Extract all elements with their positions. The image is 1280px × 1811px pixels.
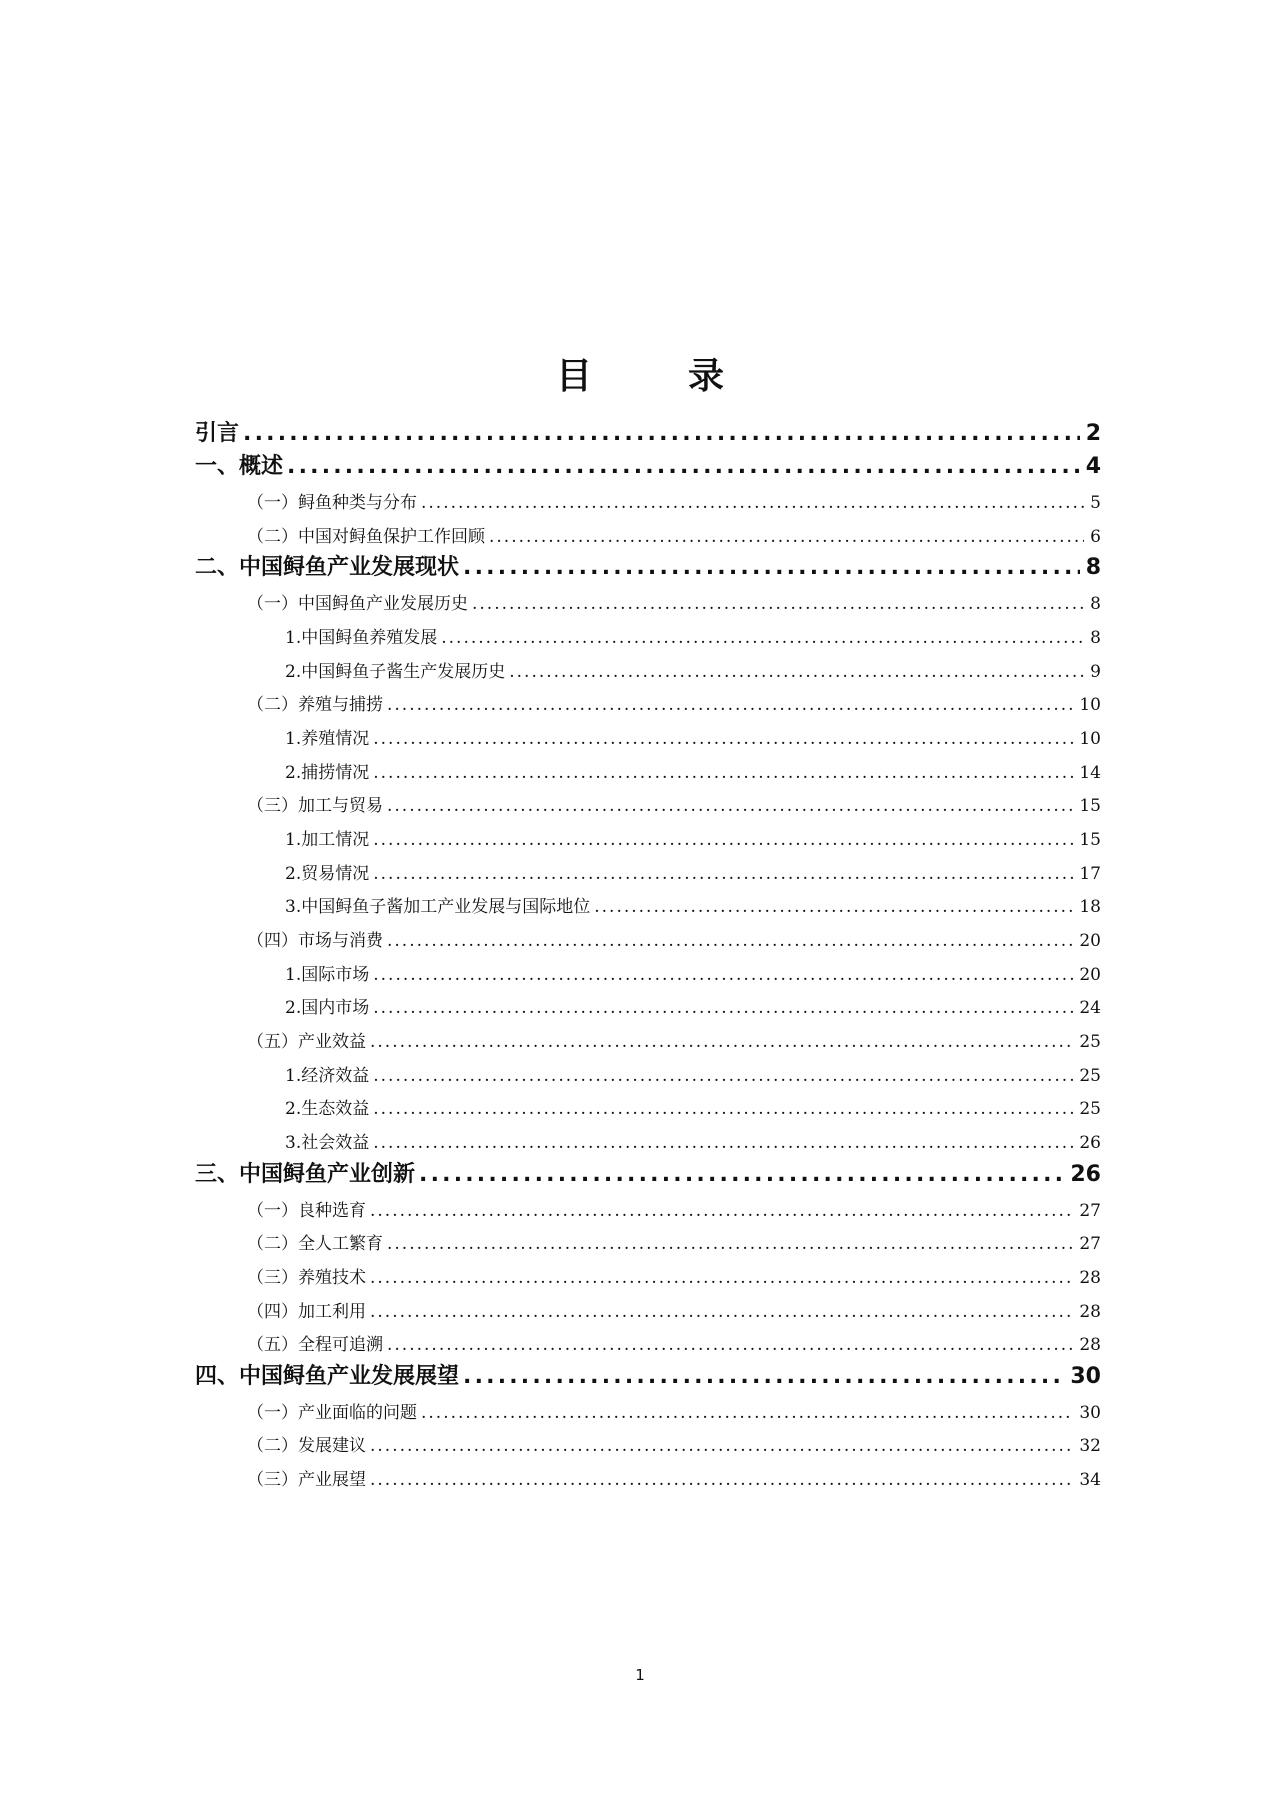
toc-entry-label: 1.经济效益 bbox=[285, 1065, 370, 1086]
toc-entry-page-number: 30 bbox=[1079, 1402, 1101, 1423]
toc-entry-label: 1.加工情况 bbox=[285, 829, 370, 850]
toc-entry-page-number: 30 bbox=[1070, 1363, 1101, 1389]
toc-dot-leader bbox=[373, 827, 1073, 853]
toc-entry-page-number: 15 bbox=[1079, 829, 1101, 850]
toc-entry-page-number: 25 bbox=[1079, 1065, 1101, 1086]
toc-entry[interactable] bbox=[195, 482, 1101, 516]
toc-entry-page-number: 15 bbox=[1079, 796, 1101, 817]
toc-entry-label: （五）全程可追溯 bbox=[247, 1335, 383, 1356]
toc-entry[interactable] bbox=[195, 1459, 1101, 1493]
toc-entry[interactable] bbox=[195, 415, 1101, 449]
toc-entry-page-number: 8 bbox=[1090, 594, 1101, 615]
toc-entry-label: 四、中国鲟鱼产业发展展望 bbox=[195, 1363, 460, 1389]
toc-dot-leader bbox=[421, 1400, 1073, 1426]
toc-entry[interactable] bbox=[195, 718, 1101, 752]
toc-entry[interactable] bbox=[195, 786, 1101, 820]
toc-entry-page-number: 18 bbox=[1079, 897, 1101, 918]
toc-entry-page-number: 8 bbox=[1085, 555, 1101, 581]
toc-dot-leader bbox=[370, 1433, 1073, 1459]
toc-entry[interactable] bbox=[195, 1190, 1101, 1224]
toc-dot-leader bbox=[373, 962, 1073, 988]
toc-entry-page-number: 5 bbox=[1090, 493, 1101, 514]
toc-entry-label: （三）产业展望 bbox=[247, 1470, 366, 1490]
toc-dot-leader bbox=[373, 1096, 1073, 1122]
toc-entry-label: （一）鲟鱼种类与分布 bbox=[247, 493, 417, 514]
toc-entry[interactable] bbox=[195, 1122, 1101, 1156]
toc-entry-page-number: 6 bbox=[1090, 526, 1101, 547]
toc-entry-page-number: 24 bbox=[1079, 998, 1101, 1019]
toc-entry-label: 引言 bbox=[195, 420, 240, 446]
toc-entry-label: 1.国际市场 bbox=[285, 964, 370, 985]
toc-entry-page-number: 28 bbox=[1079, 1335, 1101, 1356]
toc-dot-leader bbox=[419, 1160, 1064, 1190]
toc-dot-leader bbox=[509, 659, 1084, 685]
toc-entry-label: 3.中国鲟鱼子酱加工产业发展与国际地位 bbox=[285, 897, 591, 918]
toc-dot-leader bbox=[370, 1265, 1073, 1291]
toc-dot-leader bbox=[387, 793, 1073, 819]
toc-entry[interactable] bbox=[195, 516, 1101, 550]
toc-entry[interactable] bbox=[195, 685, 1101, 719]
toc-entry-page-number: 28 bbox=[1079, 1301, 1101, 1322]
toc-entry-label: （四）加工利用 bbox=[247, 1301, 366, 1322]
toc-entry[interactable] bbox=[195, 1257, 1101, 1291]
toc-dot-leader bbox=[373, 1130, 1073, 1156]
toc-dot-leader bbox=[373, 1063, 1073, 1089]
toc-dot-leader bbox=[472, 591, 1084, 617]
toc-entry-page-number: 4 bbox=[1085, 454, 1101, 480]
toc-entry-page-number: 10 bbox=[1079, 695, 1101, 716]
toc-dot-leader bbox=[489, 524, 1084, 550]
toc-entry-page-number: 20 bbox=[1079, 964, 1101, 985]
toc-entry-label: （一）良种选育 bbox=[247, 1200, 366, 1221]
toc-entry[interactable] bbox=[195, 853, 1101, 887]
toc-entry-page-number: 28 bbox=[1079, 1267, 1101, 1288]
toc-dot-leader bbox=[370, 1198, 1073, 1224]
toc-entry-page-number: 20 bbox=[1079, 931, 1101, 951]
toc-dot-leader bbox=[287, 452, 1080, 482]
toc-entry-page-number: 14 bbox=[1079, 762, 1101, 783]
toc-entry[interactable] bbox=[195, 1392, 1101, 1426]
toc-entry-page-number: 2 bbox=[1085, 420, 1101, 446]
toc-entry[interactable] bbox=[195, 1358, 1101, 1392]
toc-dot-leader bbox=[373, 861, 1073, 887]
toc-title: 目 录 bbox=[555, 356, 754, 397]
toc-dot-leader bbox=[373, 726, 1073, 752]
toc-entry[interactable] bbox=[195, 1156, 1101, 1190]
toc-entry[interactable] bbox=[195, 651, 1101, 685]
toc-dot-leader bbox=[373, 760, 1073, 786]
toc-entry-label: 1.养殖情况 bbox=[285, 728, 370, 749]
toc-entry-label: （四）市场与消费 bbox=[247, 931, 383, 951]
toc-entry-label: 3.社会效益 bbox=[285, 1133, 370, 1154]
toc-entry-label: 2.捕捞情况 bbox=[285, 762, 370, 783]
toc-dot-leader bbox=[421, 490, 1084, 516]
toc-entry-label: （二）中国对鲟鱼保护工作回顾 bbox=[247, 526, 485, 547]
toc-dot-leader bbox=[243, 419, 1080, 449]
toc-entry-label: 三、中国鲟鱼产业创新 bbox=[195, 1161, 416, 1187]
toc-entry[interactable] bbox=[195, 1291, 1101, 1325]
toc-entry[interactable] bbox=[195, 449, 1101, 483]
toc-dot-leader bbox=[387, 692, 1073, 718]
toc-entry[interactable] bbox=[195, 752, 1101, 786]
toc-dot-leader bbox=[370, 1467, 1073, 1493]
toc-entry[interactable] bbox=[195, 1021, 1101, 1055]
toc-entry-label: （五）产业效益 bbox=[247, 1032, 366, 1053]
toc-dot-leader bbox=[441, 625, 1084, 651]
toc-entry-label: 2.生态效益 bbox=[285, 1099, 370, 1120]
toc-entry[interactable] bbox=[195, 1224, 1101, 1258]
toc-entry[interactable] bbox=[195, 1055, 1101, 1089]
toc-entry[interactable] bbox=[195, 583, 1101, 617]
toc-dot-leader bbox=[387, 928, 1073, 954]
toc-entry-label: 2.贸易情况 bbox=[285, 863, 370, 884]
toc-entry[interactable] bbox=[195, 550, 1101, 584]
toc-entry-page-number: 8 bbox=[1090, 627, 1101, 648]
toc-entry-label: （二）全人工繁育 bbox=[247, 1234, 383, 1255]
toc-entry[interactable] bbox=[195, 1426, 1101, 1460]
toc-dot-leader bbox=[594, 894, 1073, 920]
toc-entry-label: （一）中国鲟鱼产业发展历史 bbox=[247, 594, 468, 615]
table-of-contents bbox=[195, 415, 1101, 1493]
toc-dot-leader bbox=[370, 1299, 1073, 1325]
toc-entry-label: 2.中国鲟鱼子酱生产发展历史 bbox=[285, 661, 506, 682]
toc-entry-label: 二、中国鲟鱼产业发展现状 bbox=[195, 555, 460, 581]
toc-entry-page-number: 25 bbox=[1079, 1099, 1101, 1120]
toc-entry[interactable] bbox=[195, 617, 1101, 651]
toc-dot-leader bbox=[373, 995, 1073, 1021]
toc-entry-label: 1.中国鲟鱼养殖发展 bbox=[285, 627, 438, 648]
toc-entry-label: （三）加工与贸易 bbox=[247, 796, 383, 817]
toc-entry-label: （三）养殖技术 bbox=[247, 1267, 366, 1288]
toc-dot-leader bbox=[463, 553, 1080, 583]
toc-entry-page-number: 26 bbox=[1079, 1133, 1101, 1154]
toc-entry-page-number: 34 bbox=[1079, 1470, 1101, 1490]
toc-entry[interactable] bbox=[195, 920, 1101, 954]
toc-entry-page-number: 10 bbox=[1079, 728, 1101, 749]
page-number: 1 bbox=[635, 1666, 645, 1684]
toc-entry[interactable] bbox=[195, 887, 1101, 921]
toc-dot-leader bbox=[370, 1029, 1073, 1055]
toc-entry-page-number: 27 bbox=[1079, 1234, 1101, 1255]
toc-entry-page-number: 32 bbox=[1079, 1436, 1101, 1457]
toc-entry-page-number: 25 bbox=[1079, 1032, 1101, 1053]
toc-entry[interactable] bbox=[195, 819, 1101, 853]
toc-entry[interactable] bbox=[195, 1325, 1101, 1359]
toc-entry-label: （二）养殖与捕捞 bbox=[247, 695, 383, 716]
toc-dot-leader bbox=[387, 1332, 1073, 1358]
toc-entry-label: 一、概述 bbox=[195, 454, 284, 480]
toc-entry[interactable] bbox=[195, 1089, 1101, 1123]
toc-entry[interactable] bbox=[195, 954, 1101, 988]
toc-entry-page-number: 9 bbox=[1090, 661, 1101, 682]
toc-dot-leader bbox=[387, 1231, 1073, 1257]
toc-entry-label: （一）产业面临的问题 bbox=[247, 1402, 417, 1423]
toc-dot-leader bbox=[463, 1362, 1064, 1392]
toc-entry[interactable] bbox=[195, 988, 1101, 1022]
toc-entry-page-number: 27 bbox=[1079, 1200, 1101, 1221]
toc-entry-label: 2.国内市场 bbox=[285, 998, 370, 1019]
toc-entry-page-number: 17 bbox=[1079, 863, 1101, 884]
toc-entry-label: （二）发展建议 bbox=[247, 1436, 366, 1457]
toc-entry-page-number: 26 bbox=[1070, 1161, 1101, 1187]
